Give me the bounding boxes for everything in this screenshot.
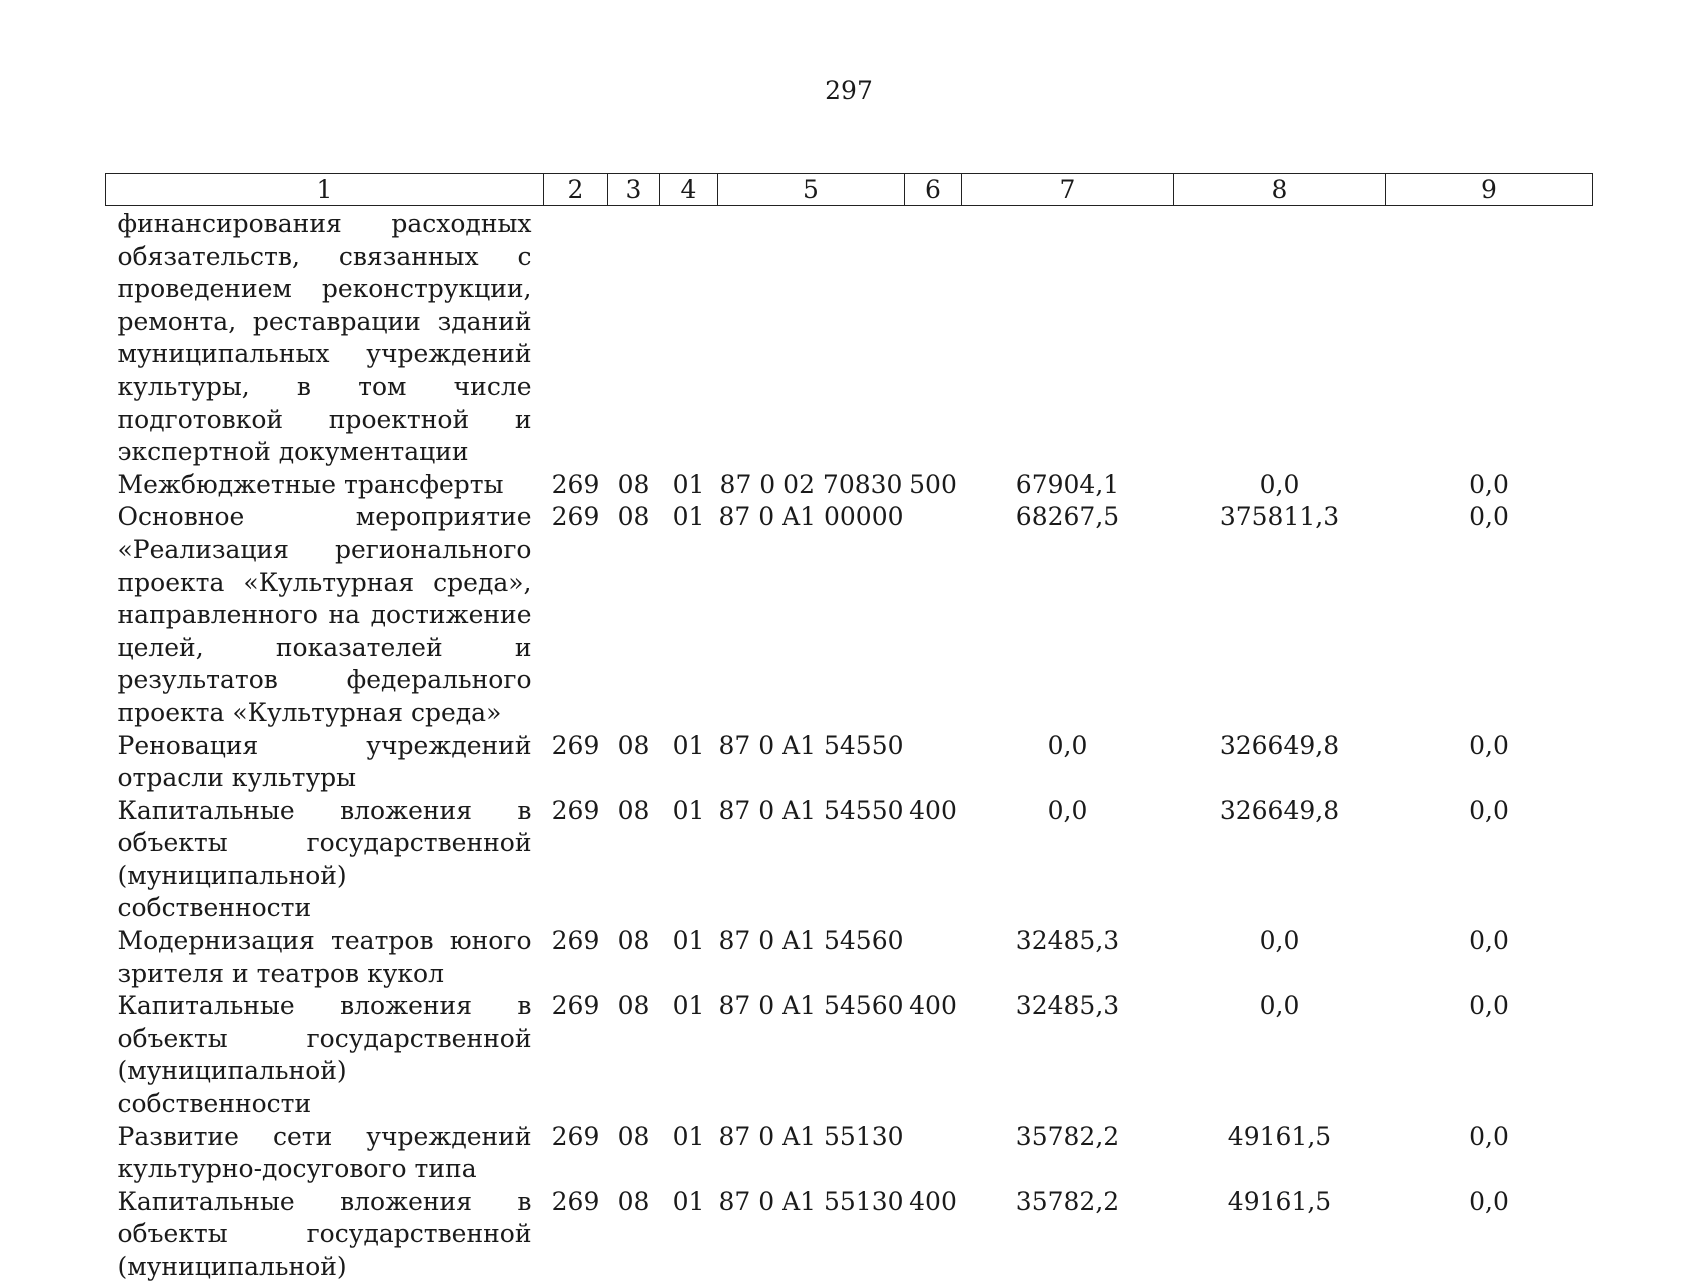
cell-col-7: 68267,5: [1015, 502, 1120, 532]
table-header-row: [106, 174, 1593, 206]
header-col-8: 8: [1174, 174, 1386, 206]
header-col-1: 1: [106, 174, 544, 206]
row-name: Капитальные вложения в объекты государственной (муниципальной) собственности: [117, 991, 532, 1119]
cell-col-7: 0,0: [1047, 730, 1088, 760]
cell-col-8: 49161,5: [1227, 1121, 1332, 1151]
row-name: Развитие сети учреждений культурно-досугового типа: [117, 1121, 532, 1184]
cell-col-8: 0,0: [1259, 926, 1300, 956]
header-col-9: 9: [1386, 174, 1593, 206]
header-col-4: 4: [660, 174, 718, 206]
cell-col-6: 400: [909, 1186, 957, 1216]
budget-table: [105, 173, 1593, 1284]
cell-col-2: 269: [551, 730, 600, 760]
cell-col-9: 0,0: [1469, 1121, 1509, 1151]
cell-col-7: 32485,3: [1015, 991, 1120, 1021]
cell-col-3: 08: [617, 991, 650, 1021]
cell-col-3: 08: [617, 730, 650, 760]
row-name: Основное мероприятие «Реализация регионального проекта «Культурная среда», направленного на достижение целей, показателей и результатов федерального проекта «Культурная среда»: [117, 502, 532, 727]
table-row: [106, 795, 1593, 925]
cell-col-2: 269: [551, 926, 600, 956]
cell-col-8: 326649,8: [1219, 730, 1340, 760]
header-col-2: 2: [544, 174, 608, 206]
cell-col-4: 01: [672, 502, 705, 532]
cell-col-5: 87 0 02 70830: [719, 469, 903, 499]
cell-col-7: 35782,2: [1015, 1121, 1120, 1151]
cell-col-8: [1174, 206, 1386, 469]
table-row: [106, 990, 1593, 1120]
table-row: [106, 501, 1593, 729]
cell-col-8: 0,0: [1259, 469, 1300, 499]
cell-col-8: 326649,8: [1219, 795, 1340, 825]
cell-col-3: [608, 206, 660, 469]
cell-col-5: 87 0 A1 54560: [718, 926, 904, 956]
cell-col-6: [905, 925, 962, 990]
cell-col-4: 01: [672, 469, 705, 499]
cell-col-6: 500: [909, 469, 957, 499]
cell-col-6: [905, 1121, 962, 1186]
row-name: Межбюджетные трансферты: [117, 469, 504, 499]
cell-col-8: 0,0: [1259, 991, 1300, 1021]
cell-col-3: 08: [617, 502, 650, 532]
cell-col-9: 0,0: [1469, 795, 1509, 825]
cell-col-5: 87 0 A1 00000: [718, 502, 904, 532]
cell-col-9: 0,0: [1469, 469, 1509, 499]
cell-col-2: 269: [551, 1186, 600, 1216]
cell-col-4: 01: [672, 1186, 705, 1216]
cell-col-7: 67904,1: [1015, 469, 1120, 499]
cell-col-7: [962, 206, 1174, 469]
cell-col-9: 0,0: [1469, 502, 1509, 532]
page-number: 297: [825, 76, 873, 105]
cell-col-4: 01: [672, 730, 705, 760]
table-row: [106, 730, 1593, 795]
header-col-3: 3: [608, 174, 660, 206]
table-row: [106, 206, 1593, 469]
cell-col-2: 269: [551, 1121, 600, 1151]
header-col-5: 5: [718, 174, 905, 206]
cell-col-6: [905, 501, 962, 729]
cell-col-4: 01: [672, 991, 705, 1021]
header-col-6: 6: [905, 174, 962, 206]
cell-col-5: 87 0 A1 54550: [718, 795, 904, 825]
cell-col-4: [660, 206, 718, 469]
cell-col-5: 87 0 A1 55130: [718, 1186, 904, 1216]
cell-col-4: 01: [672, 795, 705, 825]
cell-col-3: 08: [617, 926, 650, 956]
cell-col-5: 87 0 A1 54560: [718, 991, 904, 1021]
table-row: [106, 925, 1593, 990]
row-name: Реновация учреждений отрасли культуры: [117, 730, 532, 793]
cell-col-2: 269: [551, 502, 600, 532]
cell-col-5: 87 0 A1 54550: [718, 730, 904, 760]
cell-col-9: 0,0: [1469, 1186, 1509, 1216]
cell-col-7: 35782,2: [1015, 1186, 1120, 1216]
cell-col-9: [1386, 206, 1593, 469]
cell-col-3: 08: [617, 795, 650, 825]
cell-col-9: 0,0: [1469, 730, 1509, 760]
cell-col-2: 269: [551, 795, 600, 825]
cell-col-8: 49161,5: [1227, 1186, 1332, 1216]
cell-col-7: 0,0: [1047, 795, 1088, 825]
cell-col-3: 08: [617, 1121, 650, 1151]
cell-col-6: 400: [909, 991, 957, 1021]
cell-col-2: 269: [551, 991, 600, 1021]
cell-col-6: [905, 730, 962, 795]
row-name: финансирования расходных обязательств, связанных с проведением реконструкции, ремонта, реставрации зданий муниципальных учреждений культуры, в том числе подготовкой проектной и экспертной документации: [117, 209, 532, 467]
row-name: Капитальные вложения в объекты государственной (муниципальной) собственности: [117, 795, 532, 923]
header-col-7: 7: [962, 174, 1174, 206]
cell-col-5: 87 0 A1 55130: [718, 1121, 904, 1151]
cell-col-9: 0,0: [1469, 926, 1509, 956]
cell-col-7: 32485,3: [1015, 926, 1120, 956]
table-row: [106, 469, 1593, 502]
cell-col-4: 01: [672, 1121, 705, 1151]
row-name: Модернизация театров юного зрителя и театров кукол: [117, 926, 532, 988]
cell-col-8: 375811,3: [1219, 502, 1340, 532]
cell-col-3: 08: [617, 1186, 650, 1216]
table-row: [106, 1121, 1593, 1186]
cell-col-2: [544, 206, 608, 469]
cell-col-4: 01: [672, 926, 705, 956]
cell-col-2: 269: [551, 469, 600, 499]
table-row: [106, 1186, 1593, 1284]
cell-col-6: 400: [909, 795, 957, 825]
cell-col-3: 08: [617, 469, 650, 499]
cell-col-5: [718, 206, 905, 469]
row-name: Капитальные вложения в объекты государственной (муниципальной): [117, 1186, 532, 1281]
cell-col-6: [905, 206, 962, 469]
cell-col-9: 0,0: [1469, 991, 1509, 1021]
